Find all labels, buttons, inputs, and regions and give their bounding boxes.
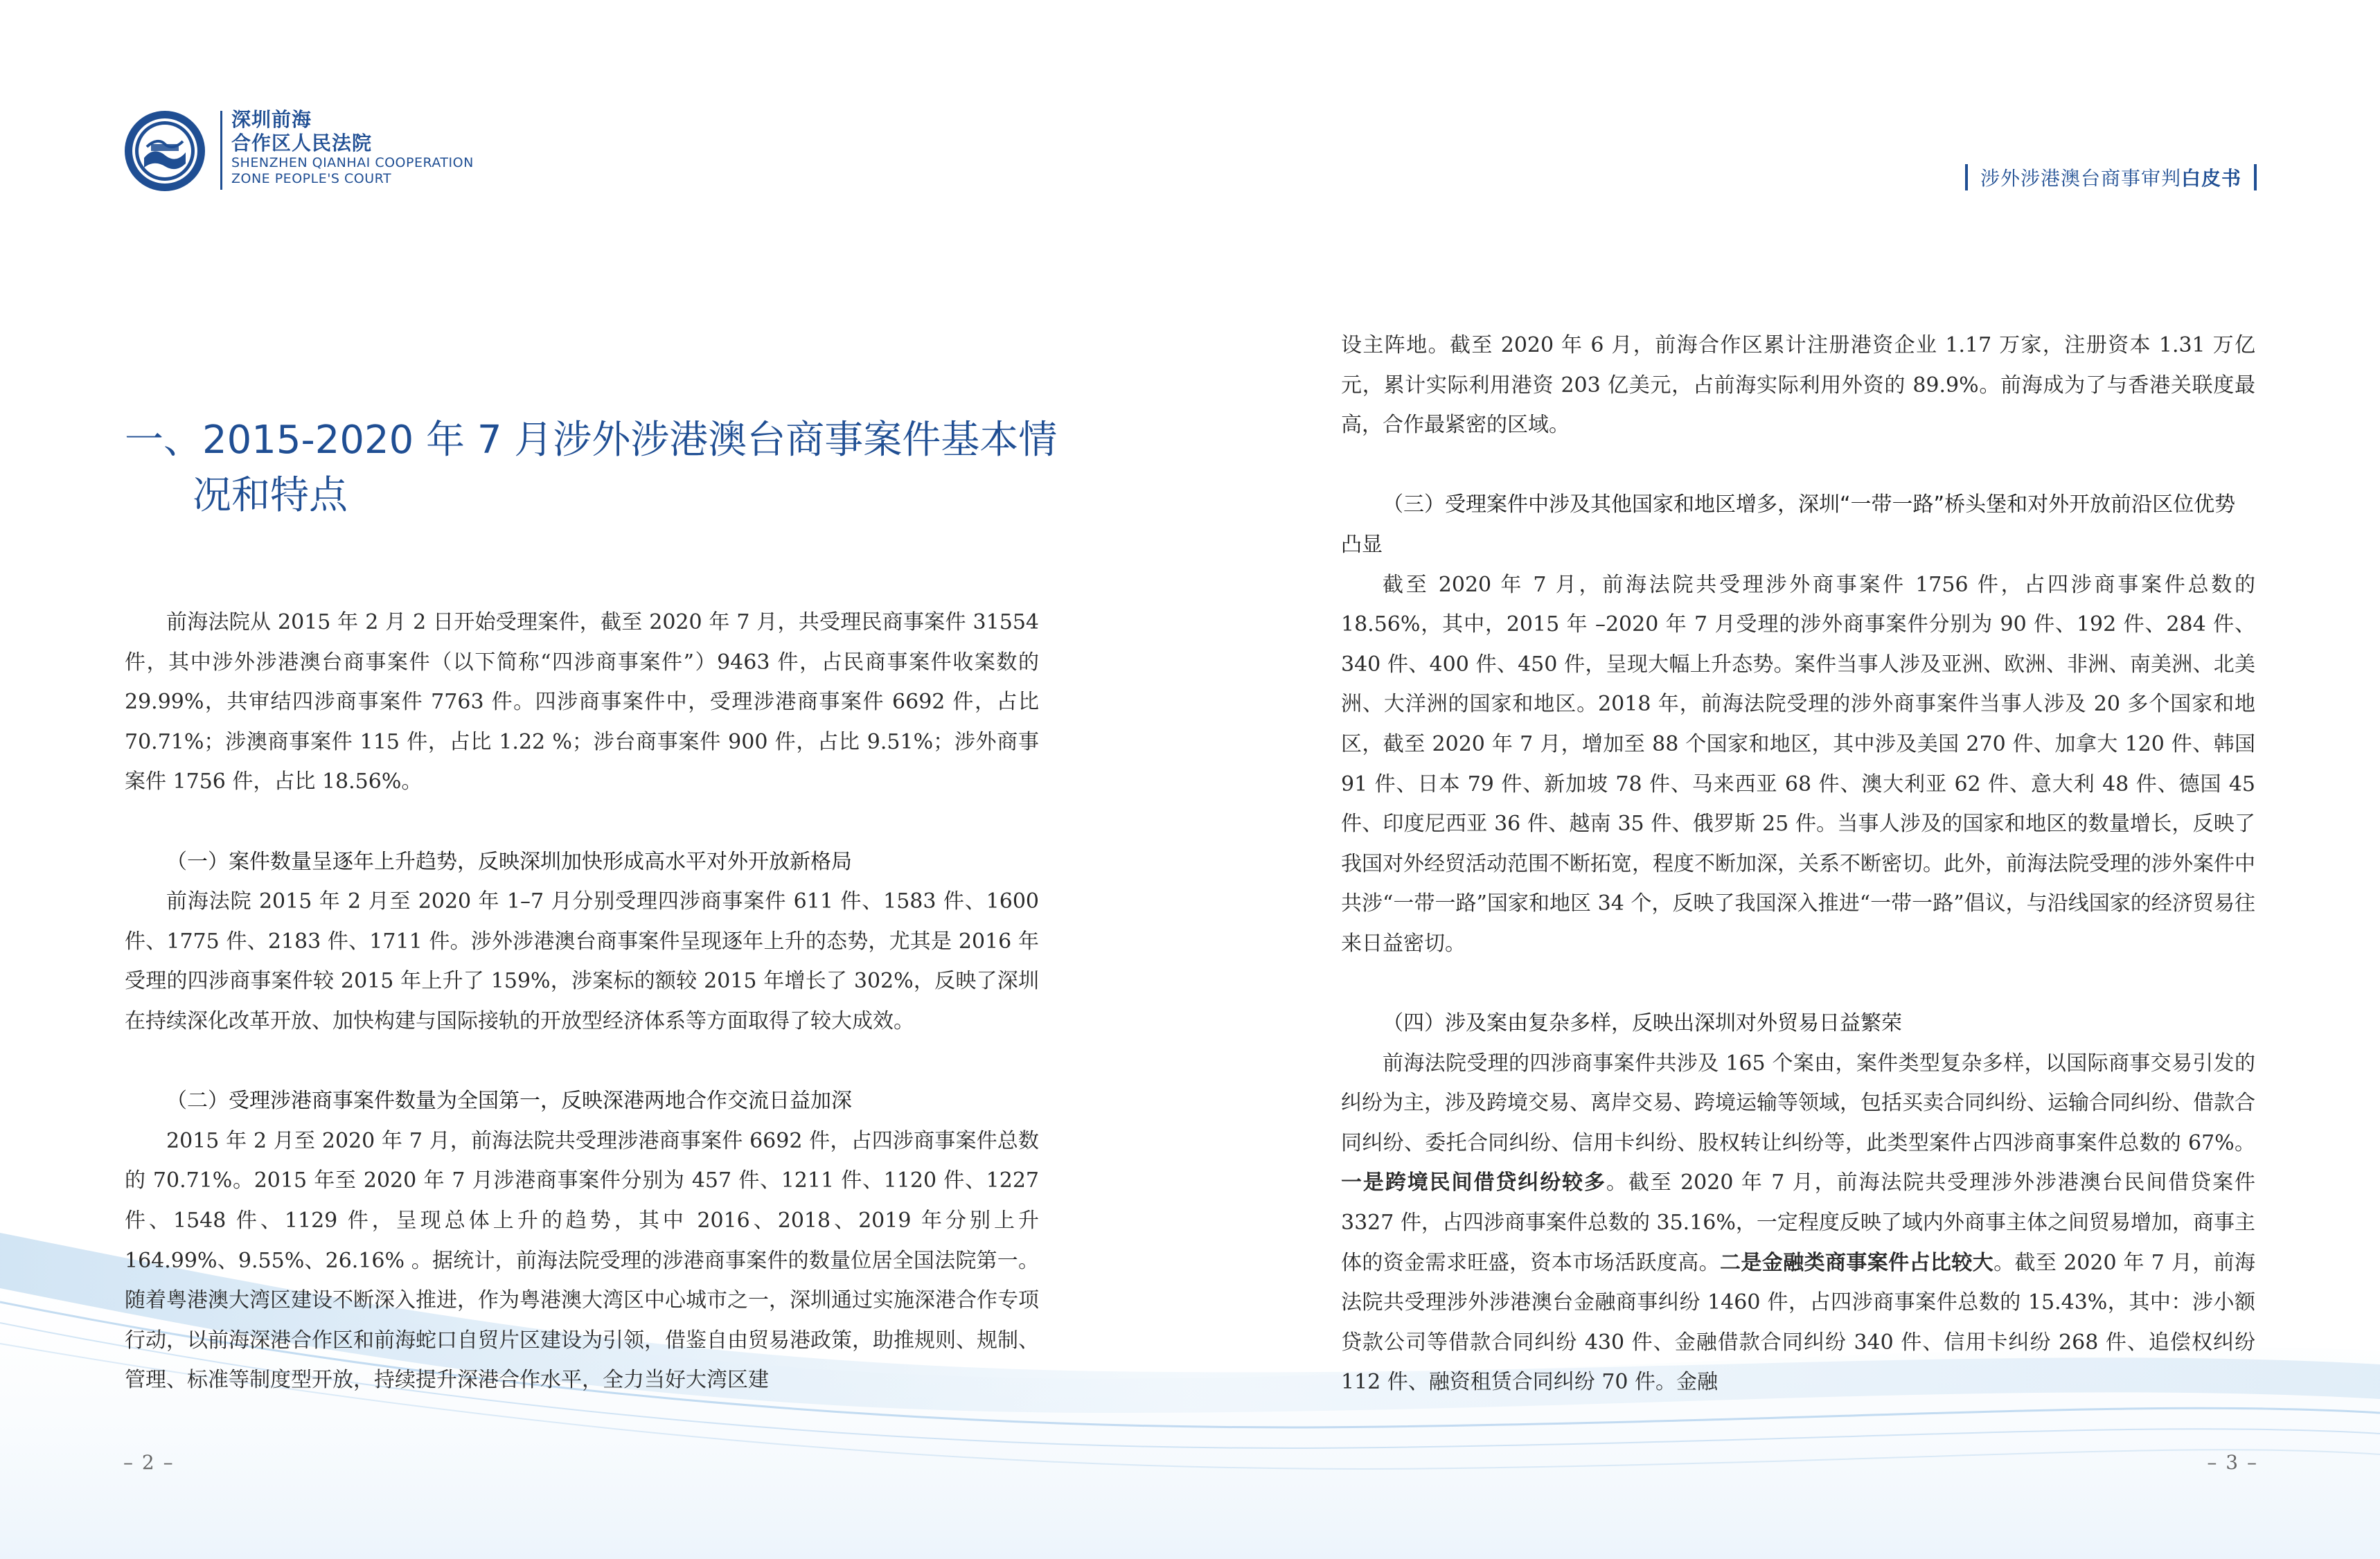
page-number-left: – 2 – xyxy=(123,1451,175,1474)
court-name-cn-line2: 合作区人民法院 xyxy=(231,132,373,154)
whitepaper-title xyxy=(1980,163,2241,191)
court-name-cn-line1: 深圳前海 xyxy=(231,108,312,131)
subsection-2-heading: （二）受理涉港商事案件数量为全国第一，反映深港两地合作交流日益加深 xyxy=(166,1089,852,1114)
subsection-3-text: 截至 2020 年 7 月，前海法院共受理涉外商事案件 1756 件，占四涉商事案件总数的 18.56%，其中，2015 年 –2020 年 7 月受理的涉外商事案件分别为 90 件、192 件、284 件、340 件、400 件、450 件，呈现大幅上升态势。案件当事人涉及亚洲、欧洲、非洲、南美洲、北美洲、大洋洲的国家和地区。2018 年，前海法院受理的涉外商事案件当事人涉及 20 多个国家和地区，截至 2020 年 7 月，增加至 88 个国家和地区，其中涉及美国 270 件、加拿大 120 件、韩国 91 件、日本 79 件、新加坡 78 件、马来西亚 68 件、澳大利亚 62 件、意大利 48 件、德国 45 件、印度尼西亚 36 件、越南 35 件、俄罗斯 25 件。当事人涉及的国家和地区的数量增长，反映了我国对外经贸活动范围不断拓宽，程度不断加深，关系不断密切。此外，前海法院受理的涉外案件中共涉“一带一路”国家和地区 34 个，反映了我国深入推进“一带一路”倡议，与沿线国家的经济贸易往来日益密切。 xyxy=(1341,572,2255,956)
tag-bar-left xyxy=(1965,164,1968,190)
tag-bar-right xyxy=(2254,164,2257,190)
sub4-bold-1: 一是跨境民间借贷纠纷较多 xyxy=(1341,1170,1606,1195)
court-name-en-line2: ZONE PEOPLE'S COURT xyxy=(231,171,392,186)
sub4-text-c: 。截至 2020 年 7 月，前海法院共受理涉外涉港澳台金融商事纠纷 1460 件，占四涉商事案件总数的 15.43%，其中：涉小额贷款公司等借款合同纠纷 430 件、金融借款合同纠纷 340 件、信用卡纠纷 268 件、追偿权纠纷 112 件、融资租赁合同纠纷 70 件。金融 xyxy=(1341,1250,2255,1395)
sub4-bold-2: 二是金融类商事案件占比较大 xyxy=(1720,1250,1994,1275)
section-title-line1: 一、2015-2020 年 7 月涉外涉港澳台商事案件基本情 xyxy=(125,418,1058,463)
subsection-1-heading: （一）案件数量呈逐年上升趋势，反映深圳加快形成高水平对外开放新格局 xyxy=(166,849,852,874)
subsection-1-text: 前海法院 2015 年 2 月至 2020 年 1–7 月分别受理四涉商事案件 611 件、1583 件、1600 件、1775 件、2183 件、1711 件。涉外涉港澳台商事案件呈现逐年上升的态势，尤其是 2016 年受理的四涉商事案件较 2015 年上升了 159%，涉案标的额较 2015 年增长了 302%，反映了深圳在持续深化改革开放、加快构建与国际接轨的开放型经济体系等方面取得了较大成效。 xyxy=(125,889,1039,1033)
logo-divider xyxy=(220,111,222,190)
section-title-line2: 况和特点 xyxy=(193,473,348,518)
court-name-en-line1: SHENZHEN QIANHAI COOPERATION xyxy=(231,155,474,170)
court-logo-icon xyxy=(123,109,206,193)
continuation-paragraph: 设主阵地。截至 2020 年 6 月，前海合作区累计注册港资企业 1.17 万家，注册资本 1.31 万亿元，累计实际利用港资 203 亿美元，占前海实际利用外资的 89.9%。前海成为了与香港关联度最高，合作最紧密的区域。 xyxy=(1341,333,2255,438)
page-number-right: – 3 – xyxy=(2207,1451,2258,1474)
subsection-4-text xyxy=(1341,1044,2255,1402)
whitepaper-tag xyxy=(1965,163,2257,191)
sub4-text-b: 。截至 2020 年 7 月，前海法院共受理涉外涉港澳台民间借贷案件 3327 件，占四涉商事案件总数的 35.16%，一定程度反映了域内外商事主体之间贸易增加，商事主体的资金需求旺盛，资本市场活跃度高。 xyxy=(1341,1170,2255,1275)
subsection-2-text: 2015 年 2 月至 2020 年 7 月，前海法院共受理涉港商事案件 6692 件，占四涉商事案件总数的 70.71%。2015 年至 2020 年 7 月涉港商事案件分别为 457 件、1211 件、1120 件、1227 件、1548 件、1129 件，呈现总体上升的趋势，其中 2016、2018、2019 年分别上升 164.99%、9.55%、26.16% 。据统计，前海法院受理的涉港商事案件的数量位居全国法院第一。随着粤港澳大湾区建设不断深入推进，作为粤港澳大湾区中心城市之一，深圳通过实施深港合作专项行动，以前海深港合作区和前海蛇口自贸片区建设为引领，借鉴自由贸易港政策，助推规则、规制、管理、标准等制度型开放，持续提升深港合作水平，全力当好大湾区建 xyxy=(125,1128,1039,1393)
whitepaper-prefix: 涉外涉港澳台商事审判 xyxy=(1980,167,2181,190)
right-column xyxy=(1341,326,2255,1402)
intro-paragraph: 前海法院从 2015 年 2 月 2 日开始受理案件，截至 2020 年 7 月，共受理民商事案件 31554 件，其中涉外涉港澳台商事案件（以下简称“四涉商事案件”）9463 件，占民商事案件收案数的 29.99%，共审结四涉商事案件 7763 件。四涉商事案件中，受理涉港商事案件 6692 件，占比 70.71%；涉澳商事案件 115 件，占比 1.22 %；涉台商事案件 900 件，占比 9.51%；涉外商事案件 1756 件，占比 18.56%。 xyxy=(125,610,1039,794)
sub4-text-a: 前海法院受理的四涉商事案件共涉及 165 个案由，案件类型复杂多样，以国际商事交易引发的纠纷为主，涉及跨境交易、离岸交易、跨境运输等领域，包括买卖合同纠纷、运输合同纠纷、借款合同纠纷、委托合同纠纷、信用卡纠纷、股权转让纠纷等，此类型案件占四涉商事案件总数的 67%。 xyxy=(1341,1051,2255,1155)
court-name xyxy=(231,108,474,187)
section-title xyxy=(125,413,1094,524)
whitepaper-suffix: 白皮书 xyxy=(2181,167,2241,190)
subsection-4-heading: （四）涉及案由复杂多样，反映出深圳对外贸易日益繁荣 xyxy=(1383,1011,1902,1036)
left-column xyxy=(125,603,1039,1400)
subsection-3-heading: （三）受理案件中涉及其他国家和地区增多，深圳“一带一路”桥头堡和对外开放前沿区位优势凸显 xyxy=(1341,492,2236,557)
